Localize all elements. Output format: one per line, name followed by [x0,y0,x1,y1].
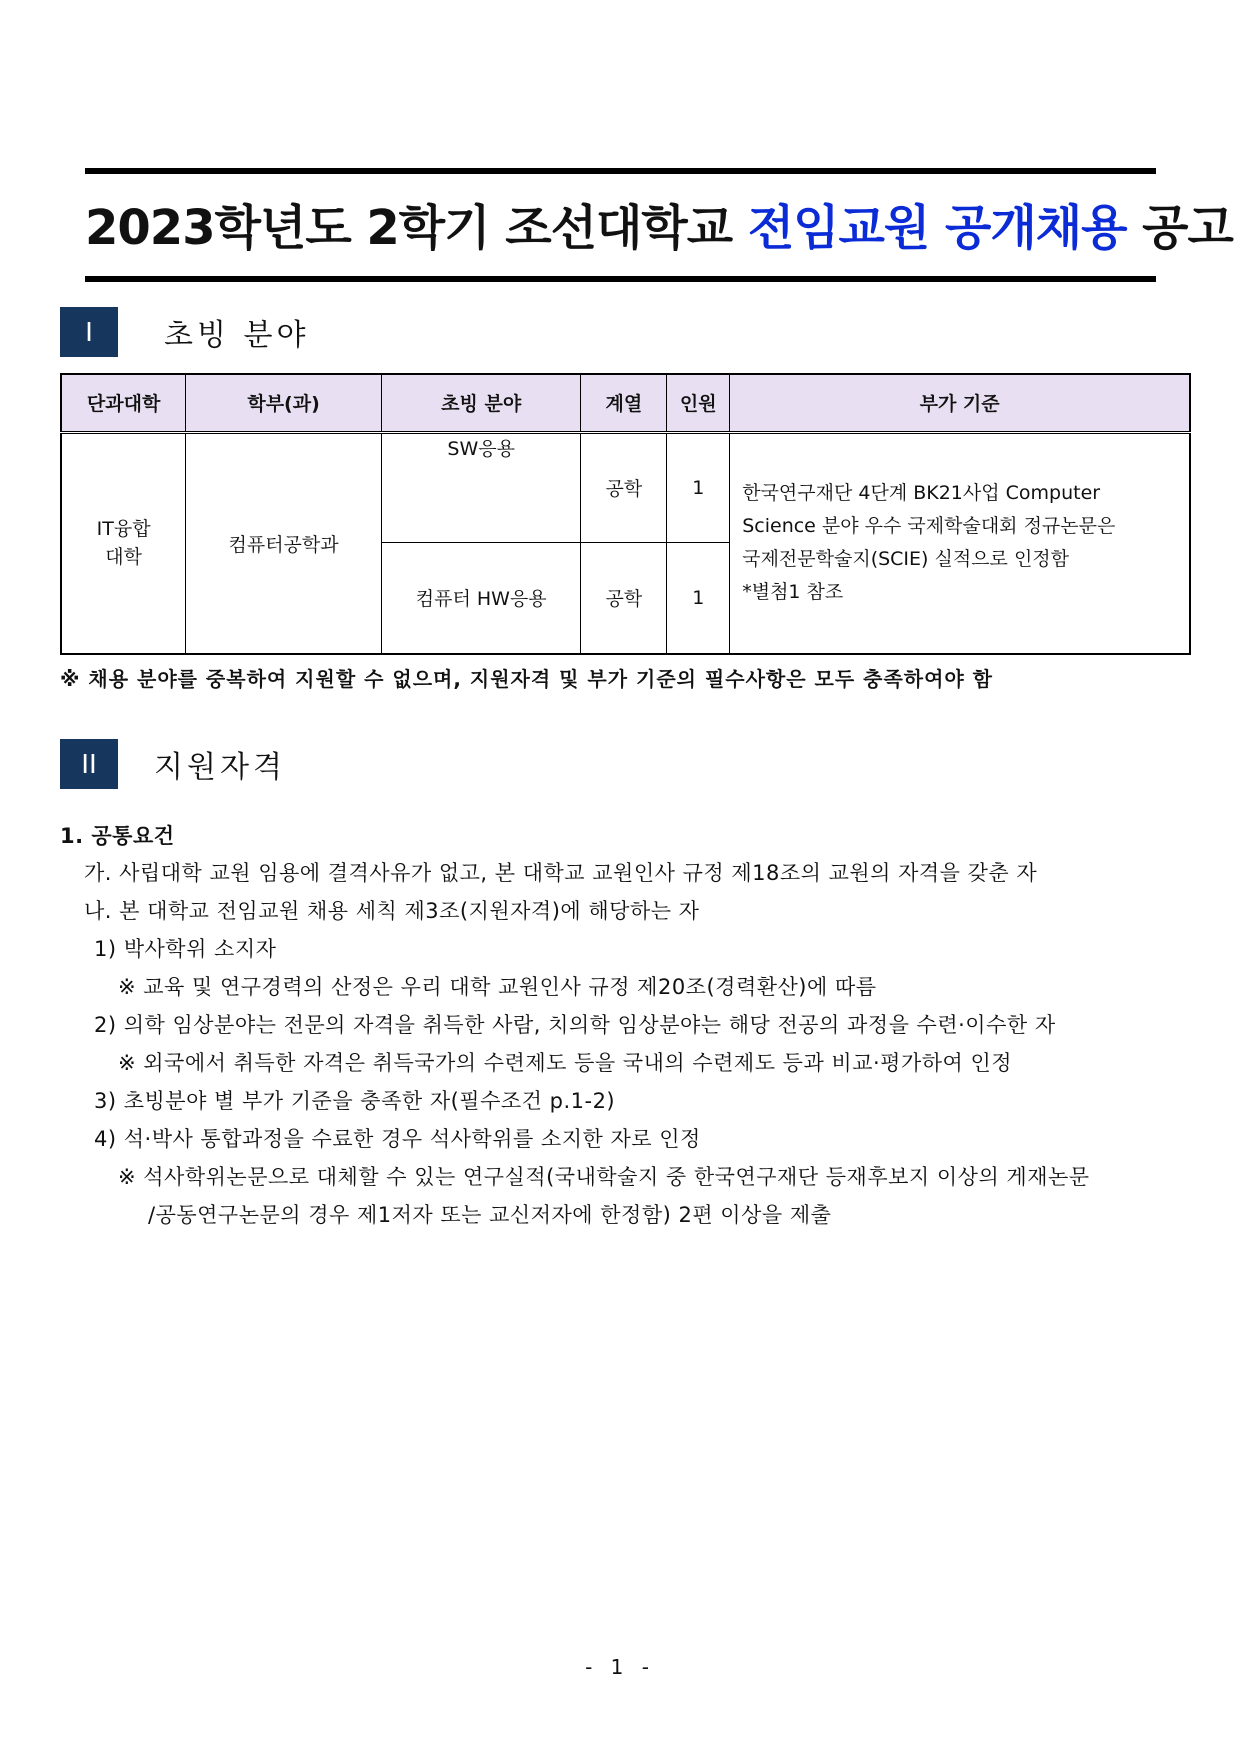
page-number: - 1 - [585,1655,655,1679]
section-2-number: II [60,739,118,789]
header-field: 초빙 분야 [381,374,581,432]
header-category: 계열 [581,374,667,432]
cell-criteria [730,432,1190,654]
header-count: 인원 [667,374,730,432]
requirement-note: ※ 석사학위논문으로 대체할 수 있는 연구실적(국내학술지 중 한국연구재단 등재후보지 이상의 게재논문 [118,1165,1090,1189]
title-highlight: 전임교원 공개채용 [747,200,1127,256]
criteria-line: 국제전문학술지(SCIE) 실적으로 인정함 [742,548,1070,571]
title-bottom-rule [85,276,1156,282]
requirement-line: 3) 초빙분야 별 부가 기준을 충족한 자(필수조건 p.1-2) [94,1089,616,1113]
cell-field: 컴퓨터 HW응용 [381,542,581,654]
header-college: 단과대학 [61,374,186,432]
criteria-line: *별첨1 참조 [742,581,844,604]
cell-category: 공학 [581,542,667,654]
requirement-note-continued: /공동연구논문의 경우 제1저자 또는 교신저자에 한정함) 2편 이상을 제출 [148,1203,832,1227]
section-2-title: 지원자격 [154,750,286,785]
title-text-part1: 2023학년도 2학기 조선대학교 [85,200,748,256]
cell-category: 공학 [581,432,667,542]
duplicate-application-warning: ※ 채용 분야를 중복하여 지원할 수 없으며, 지원자격 및 부가 기준의 필수사항은 모두 충족하여야 함 [60,667,994,691]
requirement-note: ※ 외국에서 취득한 자격은 취득국가의 수련제도 등을 국내의 수련제도 등과 비교·평가하여 인정 [118,1051,1013,1075]
cell-college: IT융합 대학 [61,432,186,654]
recruitment-table [60,373,1191,655]
requirement-line: 가. 사립대학 교원 임용에 결격사유가 없고, 본 대학교 교원인사 규정 제18조의 교원의 자격을 갖춘 자 [84,861,1038,885]
table-row [61,432,1190,542]
cell-count: 1 [667,432,730,542]
criteria-line: 한국연구재단 4단계 BK21사업 Computer [742,482,1101,505]
requirement-line: 2) 의학 임상분야는 전문의 자격을 취득한 사람, 치의학 임상분야는 해당 전공의 과정을 수련·이수한 자 [94,1013,1056,1037]
section-1-title: 초빙 분야 [164,318,310,353]
page-title [85,188,1233,268]
section-1-number: I [60,307,118,357]
title-top-rule [85,168,1156,174]
requirements-heading: 1. 공통요건 [60,824,175,848]
cell-field: SW응용 [381,432,581,542]
header-criteria: 부가 기준 [730,374,1190,432]
title-text-part3: 공고 [1126,200,1233,256]
section-1-heading [60,306,309,358]
header-department: 학부(과) [186,374,382,432]
requirement-line: 1) 박사학위 소지자 [94,937,277,961]
section-2-heading [60,738,286,790]
cell-count: 1 [667,542,730,654]
table-header-row [61,374,1190,432]
requirement-line: 4) 석·박사 통합과정을 수료한 경우 석사학위를 소지한 자로 인정 [94,1127,701,1151]
cell-department: 컴퓨터공학과 [186,432,382,654]
requirement-line: 나. 본 대학교 전임교원 채용 세칙 제3조(지원자격)에 해당하는 자 [84,899,700,923]
requirement-note: ※ 교육 및 연구경력의 산정은 우리 대학 교원인사 규정 제20조(경력환산)에 따름 [118,975,877,999]
criteria-line: Science 분야 우수 국제학술대회 정규논문은 [742,515,1116,538]
